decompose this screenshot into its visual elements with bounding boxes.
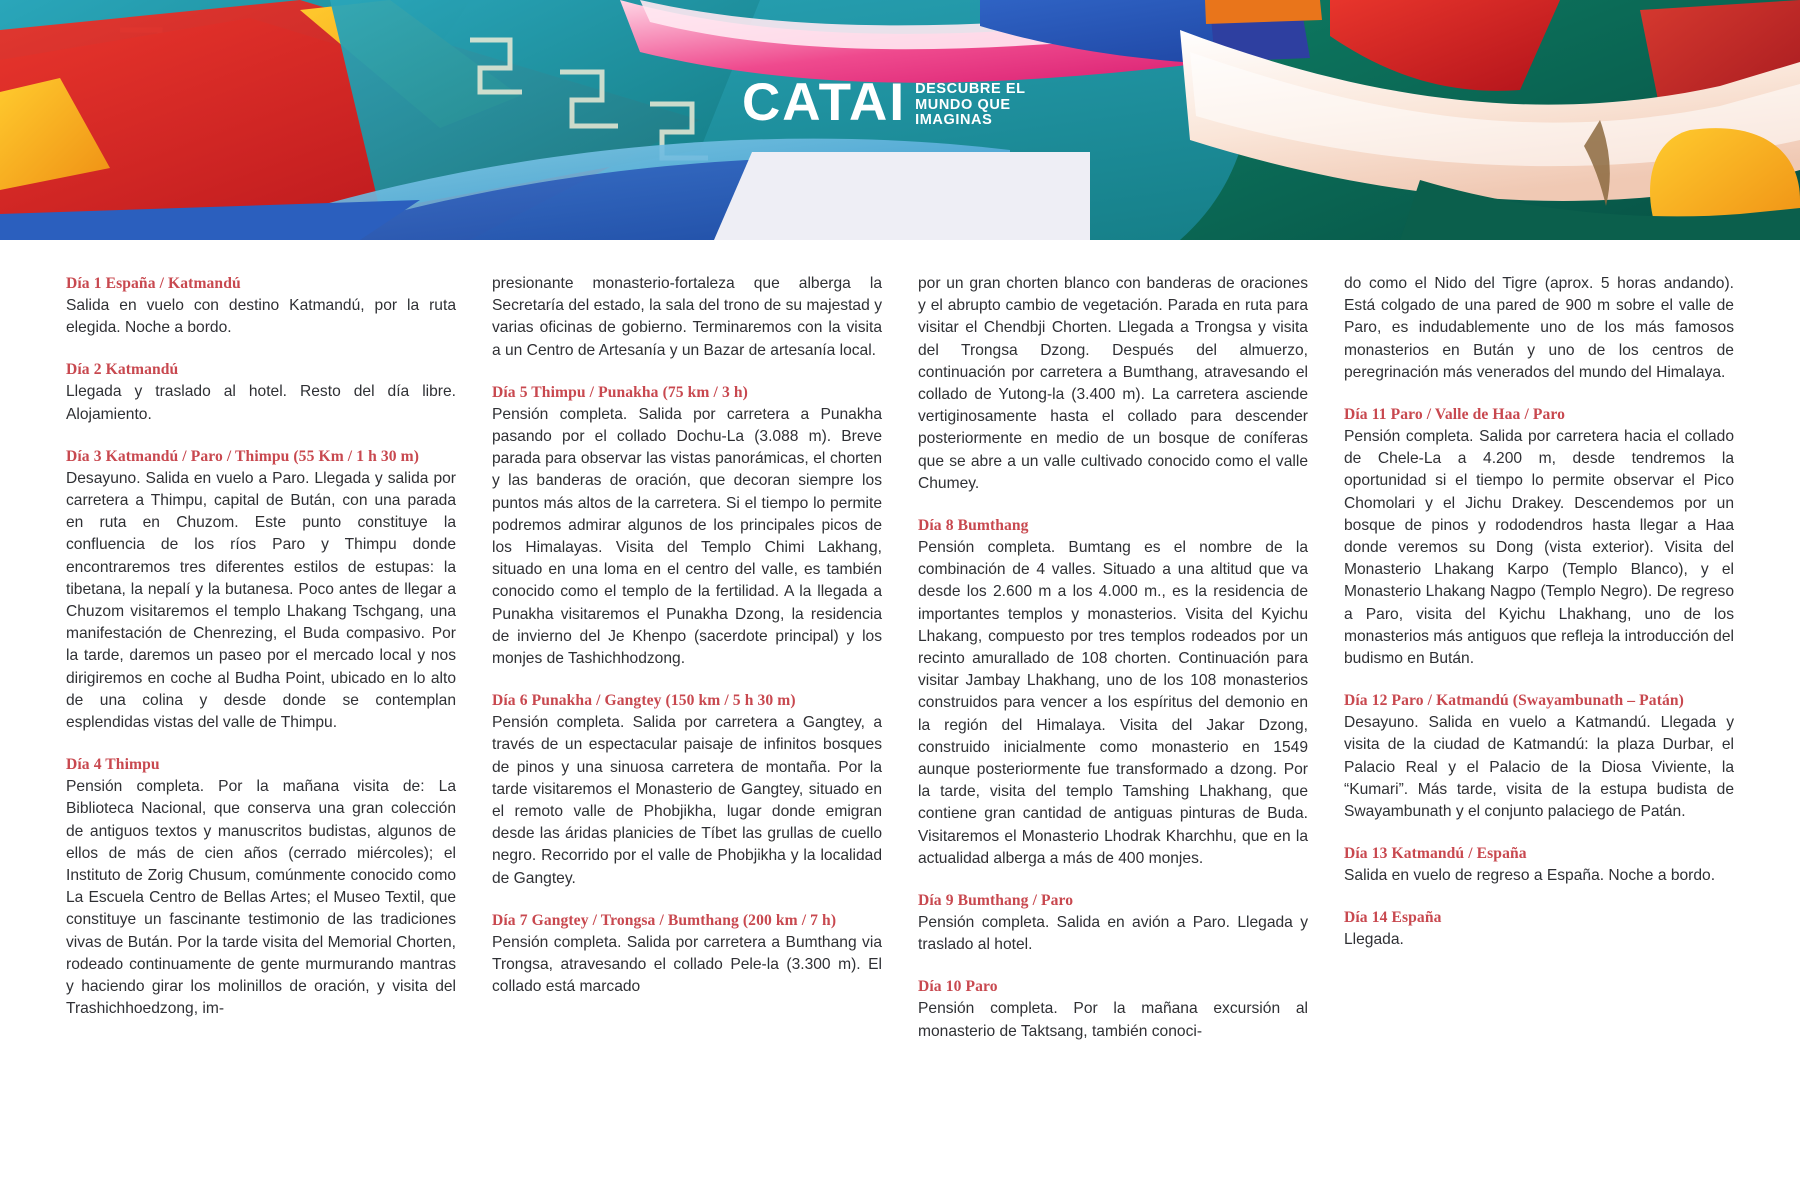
day-body: Pensión completa. Por la mañana excursión al monasterio de Taktsang, también conoci- (918, 1000, 1308, 1040)
itinerary-block-continuation (492, 273, 882, 362)
brand-tagline-line-1: DESCUBRE EL (915, 81, 1026, 97)
text-columns (66, 273, 1734, 1043)
brand-logo (742, 73, 1026, 132)
itinerary-block (492, 690, 882, 890)
day-heading: Día 1 España / Katmandú (66, 275, 241, 292)
itinerary-block (66, 754, 456, 1020)
itinerary-block (1344, 907, 1734, 951)
day-heading: Día 7 Gangtey / Trongsa / Bumthang (200 km / 7 h) (492, 911, 837, 929)
day-heading: Día 5 Thimpu / Punakha (75 km / 3 h) (492, 383, 748, 401)
hero-photo (0, 0, 1800, 240)
day-heading: Día 4 Thimpu (66, 756, 160, 774)
day-heading: Día 9 Bumthang / Paro (918, 892, 1074, 910)
day-body: Pensión completa. Bumtang es el nombre de la combinación de 4 valles. Situado a una altitud que va desde los 2.600 m a los 4.000 m., es la residencia de importantes templos y monasterios. Visita del Kyichu Lhakang, compuesto por tres templos rodeados por un recinto amurallado de 108 chorten. Continuación para visitar Jambay Lhakhang, uno de los 108 monasterios construidos para vencer a los espíritus del demonio en la región del Himalaya. Visita del Jakar Dzong, construido inicialmente como monasterio en 1549 aunque posteriormente fue transformado a dzong. Por la tarde, visita del templo Tamshing Lhakhang, que contiene gran cantidad de antiguas pinturas de Buda. Visitaremos el Monasterio Lhodrak Kharchhu, que en la actualidad alberga a más de 400 monjes. (918, 539, 1308, 867)
itinerary-block (1344, 404, 1734, 670)
day-body: do como el Nido del Tigre (aprox. 5 horas andando). Está colgado de una pared de 900 m sobre el valle de Paro, es indudablemente uno de los más famosos monasterios en Bután y uno de los centros de peregrinación más venerados del mundo del Himalaya. (1344, 275, 1734, 381)
itinerary-block (1344, 843, 1734, 887)
day-body: Salida en vuelo de regreso a España. Noche a bordo. (1344, 867, 1716, 885)
day-heading: Día 8 Bumthang (918, 517, 1029, 535)
brand-name: CATAI (742, 73, 907, 132)
text-column-2 (492, 273, 882, 1043)
itinerary-block (492, 910, 882, 999)
text-column-3 (918, 273, 1308, 1043)
day-body: Desayuno. Salida en vuelo a Paro. Llegada y salida por carretera a Thimpu, capital de Bután, con una parada en ruta en Chuzom. Este punto constituye la confluencia de los ríos Paro y Thimpu donde encontraremos tres diferentes estilos de estupas: la tibetana, la nepalí y la butanesa. Poco antes de llegar a Chuzom visitaremos el templo Lhakang Tschgang, una manifestación de Chenrezing, el Buda compasivo. Por la tarde, daremos un paseo por el mercado local y nos dirigiremos en coche al Budha Point, ubicado en lo alto de una colina y desde donde se contemplan esplendidas vistas del valle de Thimpu. (66, 469, 456, 732)
day-heading: Día 13 Katmandú / España (1344, 845, 1527, 863)
text-column-4 (1344, 273, 1734, 1043)
day-heading: Día 11 Paro / Valle de Haa / Paro (1344, 406, 1566, 424)
itinerary-block (66, 446, 456, 734)
day-body: Llegada. (1344, 931, 1404, 949)
day-body: Pensión completa. Salida por carretera a Punakha pasando por el collado Dochu-La (3.088 m). Breve parada para observar las vistas panorámicas, el chorten y las banderas de oración, que decoran siempre los puntos más altos de la carretera. Si el tiempo lo permite podremos admirar algunos de los principales picos de los Himalayas. Visita del Templo Chimi Lakhang, situado en una loma en el centro del valle, es también conocido como el templo de la fertilidad. A la llegada a Punakha visitaremos el Punakha Dzong, la residencia de invierno del Je Khenpo (sacerdote principal) y los monjes de Tashichhodzong. (492, 405, 882, 668)
itinerary-block (918, 976, 1308, 1042)
itinerary-block (1344, 690, 1734, 823)
day-heading: Día 2 Katmandú (66, 361, 179, 379)
itinerary-block-continuation (1344, 273, 1734, 384)
itinerary-block (918, 890, 1308, 956)
text-column-1 (66, 273, 456, 1043)
day-body: Pensión completa. Salida por carretera a Bumthang via Trongsa, atravesando el collado Pele-la (3.300 m). El collado está marcado (492, 933, 882, 996)
day-body: Pensión completa. Salida en avión a Paro. Llegada y traslado al hotel. (918, 914, 1308, 954)
day-body: Pensión completa. Por la mañana visita de: La Biblioteca Nacional, que conserva una gran colección de antiguos textos y manuscritos budistas, algunos de ellos de más de cien años (cerrado miércoles); el Instituto de Zorig Chusum, comúnmente conocido como La Escuela Centro de Bellas Artes; el Museo Textil, que constituye un fascinante testimonio de las tradiciones vivas de Bután. Por la tarde visita del Memorial Chorten, rodeado continuamente de gente murmurando mantras y haciendo girar los molinillos de oración, y visita del Trashichhoedzong, im- (66, 778, 456, 1018)
day-heading: Día 3 Katmandú / Paro / Thimpu (55 Km / 1 h 30 m) (66, 447, 420, 465)
itinerary-block-continuation (918, 273, 1308, 495)
itinerary-content (0, 240, 1800, 1200)
day-body: Llegada y traslado al hotel. Resto del día libre. Alojamiento. (66, 383, 456, 423)
itinerary-block (492, 382, 882, 670)
brand-tagline-line-3: IMAGINAS (915, 112, 993, 128)
day-body: presionante monasterio-fortaleza que alberga la Secretaría del estado, la sala del trono de su majestad y varias oficinas de gobierno. Terminaremos con la visita a un Centro de Artesanía y un Bazar de artesanía local. (492, 275, 882, 359)
day-heading: Día 14 España (1344, 909, 1442, 927)
brand-tagline-line-2: MUNDO QUE (915, 96, 1011, 113)
day-body: Pensión completa. Salida por carretera hacia el collado de Chele-La a 4.200 m, desde tendremos la oportunidad si el tiempo lo permite observar el Pico Chomolari y el Jichu Drakey. Descendemos por un bosque de pinos y rododendros hasta llegar a Haa donde veremos su Dong (vista exterior). Visita del Monasterio Lhakang Karpo (Templo Blanco), y el Monasterio Lhakang Nagpo (Templo Negro). De regreso a Paro, visita del Kyichu Lhakhang, uno de los monasterios más antiguos que refleja la introducción del budismo en Bután. (1344, 428, 1734, 668)
day-heading: Día 10 Paro (918, 978, 998, 996)
itinerary-block (66, 359, 456, 425)
day-body: por un gran chorten blanco con banderas de oraciones y el abrupto cambio de vegetación. Parada en ruta para visitar el Chendbji Chorten. Llegada a Trongsa y visita del Trongsa Dzong. Después del almuerzo, continuación por carretera a Bumthang, atravesando el collado de Yutong-la (3.400 m). La carretera asciende vertiginosamente hasta el collado para descender posteriormente en medio de un bosque de coníferas que se abre a un valle cultivado conocido como el valle Chumey. (918, 275, 1308, 492)
day-body: Salida en vuelo con destino Katmandú, por la ruta elegida. Noche a bordo. (66, 297, 456, 337)
itinerary-block (66, 273, 456, 339)
brand-tagline (915, 76, 1026, 129)
day-body: Pensión completa. Salida por carretera a Gangtey, a través de un espectacular paisaje de infinitos bosques de pinos y una sinuosa carretera de montaña. Por la tarde visitaremos el Monasterio de Gangtey, situado en el remoto valle de Phobjikha, lugar donde emigran desde las áridas planicies de Tíbet las grullas de cuello negro. Recorrido por el valle de Phobjikha y la localidad de Gangtey. (492, 714, 882, 887)
itinerary-block (918, 515, 1308, 870)
day-heading: Día 12 Paro / Katmandú (Swayambunath – Patán) (1344, 692, 1684, 710)
day-body: Desayuno. Salida en vuelo a Katmandú. Llegada y visita de la ciudad de Katmandú: la plaza Durbar, el Palacio Real y el Palacio de la Diosa Viviente, la “Kumari”. Más tarde, visita de la estupa budista de Swayambunath y el conjunto palaciego de Patán. (1344, 714, 1734, 821)
day-heading: Día 6 Punakha / Gangtey (150 km / 5 h 30 m) (492, 692, 796, 710)
